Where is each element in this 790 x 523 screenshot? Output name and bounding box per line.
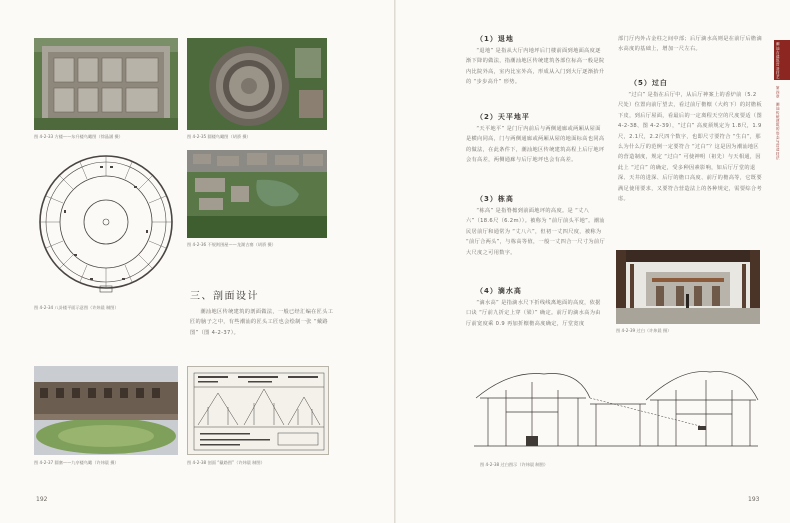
- book-gutter: [394, 0, 396, 523]
- paragraph: 潮汕地区传统建筑的剖面做法，一般已经汇编在匠头工匠的脑子之中，有些潮汕的匠头工匠也会绘制一张 “戴路图”（图 4-2-37）。: [190, 309, 334, 336]
- paragraph: 部门厅内外占金柱之间中部；后厅滴水高则是在前厅后檐滴水高度的基础上，增加一尺左右。: [618, 36, 762, 53]
- continuation-text: [618, 34, 762, 55]
- section-title: 三、剖面设计: [190, 291, 259, 302]
- figure-caption: 图 4-2-35 圆楼鸟瞰图（胡骄 摄）: [187, 134, 251, 139]
- page-number: 193: [748, 496, 760, 503]
- paragraph: “滴水高” 是指滴水尺下折线线离地面的高度，依据口诀 “厅前九折定上穿（梁）” 确定。前厅的滴水高为由厅前宽度乘 0.9 再加折檩檐高度确定，厅堂宽度: [466, 300, 601, 327]
- photo-guobai-hall: [616, 250, 760, 324]
- section-body: [190, 307, 336, 338]
- section-heading: （3）栋高: [476, 195, 514, 203]
- chapter-tab-section: 第四章 潮汕传统建筑的形态与营造技法: [776, 86, 781, 160]
- section-body: [466, 206, 606, 258]
- paragraph: “退地” 是指从大厅内地坪后门楼前面到地面高度逐渐下降的做法，指潮汕地区传统建筑各部位标高一般是院内比院外高，室内比室外高，形成从入门到大厅逐渐抬升的 “步步高升” 形势。: [466, 48, 605, 86]
- diagram-circular-plan: [34, 150, 180, 300]
- chapter-tab-title: 潮汕古建筑营造技艺: [776, 42, 781, 79]
- figure-caption: 图 4-2-36 不规则围屋——龙湖古寨（胡骄 摄）: [187, 242, 276, 247]
- paragraph: “栋高” 是指脊檩到前面地坪的高度。是 “丈八六”（18.6尺（6.2m））。被称为 “前厅前头平地”。潮汕民居前厅和通常为 “丈八六”，但初一丈四尺度，被称为 “前厅合两头”，与栋高等值，一般一丈四合一尺寸为前厅大尺度之可用数字。: [466, 208, 605, 256]
- figure-caption: 图 4-2-37 圆寨——九亭楼鸟瞰（许炜晨 摄）: [34, 460, 119, 465]
- section-body: [466, 124, 606, 166]
- paragraph: “天平地平” 是门厅内前后与两侧通廊或两厢从屋面是横向同高，门与两侧通廊或两厢从屋的地面标高也同高的做法，在此条件下，潮汕地区传统建筑高程上后厅地坪会有高差，两侧通廊与后厅地坪也会有高差。: [466, 126, 605, 164]
- section-heading: （4）滴水高: [476, 287, 522, 295]
- paragraph: “过白” 是指在后厅中，从后厅神案上的香炉前（5.2尺处）位置向前厅望去，看过前厅檐檩（大约下）的封檐板下皮，到后厅屋面，看最后的一定离程天空的尺度要适（图 4-2-38、图 4-2-39），“过白” 高度须规定为 1.8尺，1.9尺，2.1尺，2.2尺四个数字，也即尺寸要符合 “生白”，那么为什么厅的范例一定要符合 “过白”？这是因为潮汕地区的营造制度，规定 “过白” 可使神明（祖先）与天相通，因此上 “过白” 的确定，受多种因素影响，如后厅厅堂的退深、天井的进深、后厅的檐口高度、前厅的檐高等，它既要满足使用要求，又要符合营造法上的各种规定，需要综合考虑。: [618, 92, 762, 203]
- photo-square-fortress: [34, 38, 178, 130]
- photo-round-fortress: [187, 38, 327, 130]
- drawing-section-guobai: [470, 360, 762, 458]
- figure-caption: 图 4-2-34 八卦楼平面示意图（许炜晨 制图）: [34, 305, 119, 310]
- section-heading: （1）退地: [476, 35, 514, 43]
- section-body: [618, 90, 762, 204]
- section-heading: （2）天平地平: [476, 113, 530, 121]
- section-heading: （5）过白: [630, 79, 668, 87]
- section-body: [466, 298, 606, 329]
- figure-caption: 图 4-2-38 剖面 “戴路图”（许炜晨 制图）: [187, 460, 265, 465]
- photo-irregular-settlement: [187, 150, 327, 238]
- figure-caption: 图 4-2-39 过白（许炜晨 摄）: [616, 328, 672, 333]
- figure-caption: 图 4-2-38 过白图示（许炜晨 制图）: [480, 462, 548, 467]
- drawing-dailu-chart: [187, 366, 329, 455]
- photo-round-courtyard: [34, 366, 178, 455]
- page-number: 192: [36, 496, 48, 503]
- figure-caption: 图 4-2-33 方楼——东升楼鸟瞰图（徐晶涵 摄）: [34, 134, 123, 139]
- section-body: [466, 46, 606, 88]
